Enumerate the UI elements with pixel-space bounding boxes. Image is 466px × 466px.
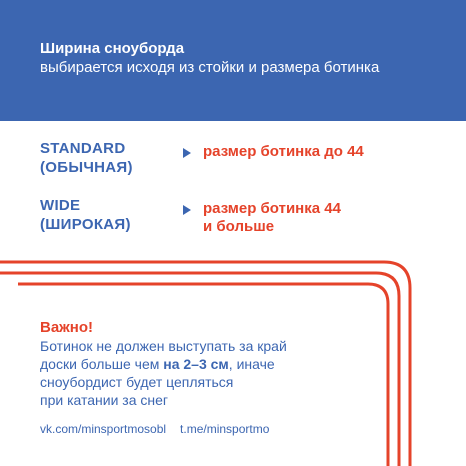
note-line: [40, 355, 380, 373]
note-highlight: на 2–3 см: [163, 356, 229, 372]
type-name: STANDARD: [40, 140, 126, 157]
note-line: сноубордист будет цепляться: [40, 374, 234, 390]
page-subtitle: выбирается исходя из стойки и размера ботинка: [40, 59, 380, 76]
boot-size-line1: размер ботинка 44: [203, 200, 341, 217]
note-text: доски больше чем: [40, 356, 164, 372]
boot-size-line1: размер ботинка до 44: [203, 143, 364, 160]
note-line: при катании за снег: [40, 392, 169, 408]
social-links: [40, 421, 269, 437]
important-note: [40, 318, 380, 409]
type-name-ru: (ОБЫЧНАЯ): [40, 159, 133, 176]
note-text: , иначе: [228, 356, 275, 372]
type-name-ru: (ШИРОКАЯ): [40, 216, 131, 233]
vk-link[interactable]: vk.com/minsportmosobl: [40, 422, 167, 436]
boot-size-line2: и больше: [203, 218, 275, 235]
type-name: WIDE: [40, 197, 81, 214]
note-heading: Важно!: [40, 319, 94, 336]
note-line: Ботинок не должен выступать за край: [40, 338, 287, 354]
telegram-link[interactable]: t.me/minsportmo: [180, 422, 270, 436]
page-title: Ширина сноуборда: [40, 40, 185, 57]
